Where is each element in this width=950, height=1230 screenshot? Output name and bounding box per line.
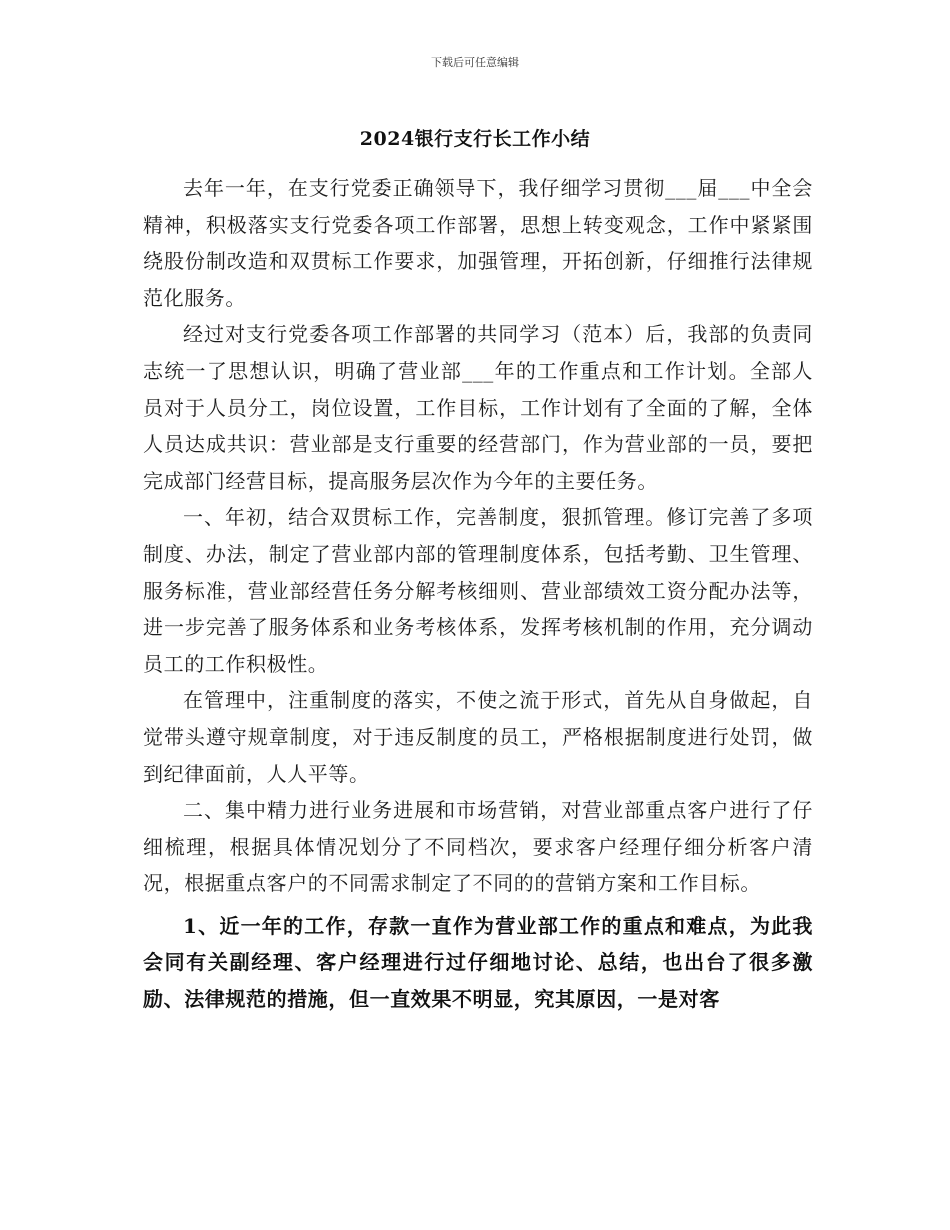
paragraph-study: 经过对支行党委各项工作部署的共同学习（范本）后，我部的负责同志统一了思想认识，明确了营业部___年的工作重点和工作计划。全部人员对于人员分工，岗位设置，工作目标，工作计划有了全面的了解，全体人员达成共识：营业部是支行重要的经营部门，作为营业部的一员，要把完成部门经营目标，提高服务层次作为今年的主要任务。 [143,322,813,493]
document-body [143,170,813,1018]
paragraph-section-one: 一、年初，结合双贯标工作，完善制度，狠抓管理。修订完善了多项制度、办法，制定了营业部内部的管理制度体系，包括考勤、卫生管理、服务标准，营业部经营任务分解考核细则、营业部绩效工资分配办法等，进一步完善了服务体系和业务考核体系，发挥考核机制的作用，充分调动员工的工作积极性。 [143,505,813,676]
paragraph-section-two: 二、集中精力进行业务进展和市场营销，对营业部重点客户进行了仔细梳理，根据具体情况划分了不同档次，要求客户经理仔细分析客户清况，根据重点客户的不同需求制定了不同的的营销方案和工作目标。 [143,798,813,896]
paragraph-management: 在管理中，注重制度的落实，不使之流于形式，首先从自身做起，自觉带头遵守规章制度，对于违反制度的员工，严格根据制度进行处罚，做到纪律面前，人人平等。 [143,688,813,786]
paragraph-intro: 去年一年，在支行党委正确领导下，我仔细学习贯彻___届___中全会精神，积极落实支行党委各项工作部署，思想上转变观念，工作中紧紧围绕股份制改造和双贯标工作要求，加强管理，开拓创新，仔细推行法律规范化服务。 [143,176,813,310]
document-title: 2024银行支行长工作小结 [359,128,591,150]
paragraph-deposits: 1、近一年的工作，存款一直作为营业部工作的重点和难点，为此我会同有关副经理、客户经理进行过仔细地讨论、总结，也出台了很多激励、法律规范的措施，但一直效果不明显，究其原因，一是对客 [143,913,813,1012]
header-note: 下载后可任意编辑 [431,56,519,69]
